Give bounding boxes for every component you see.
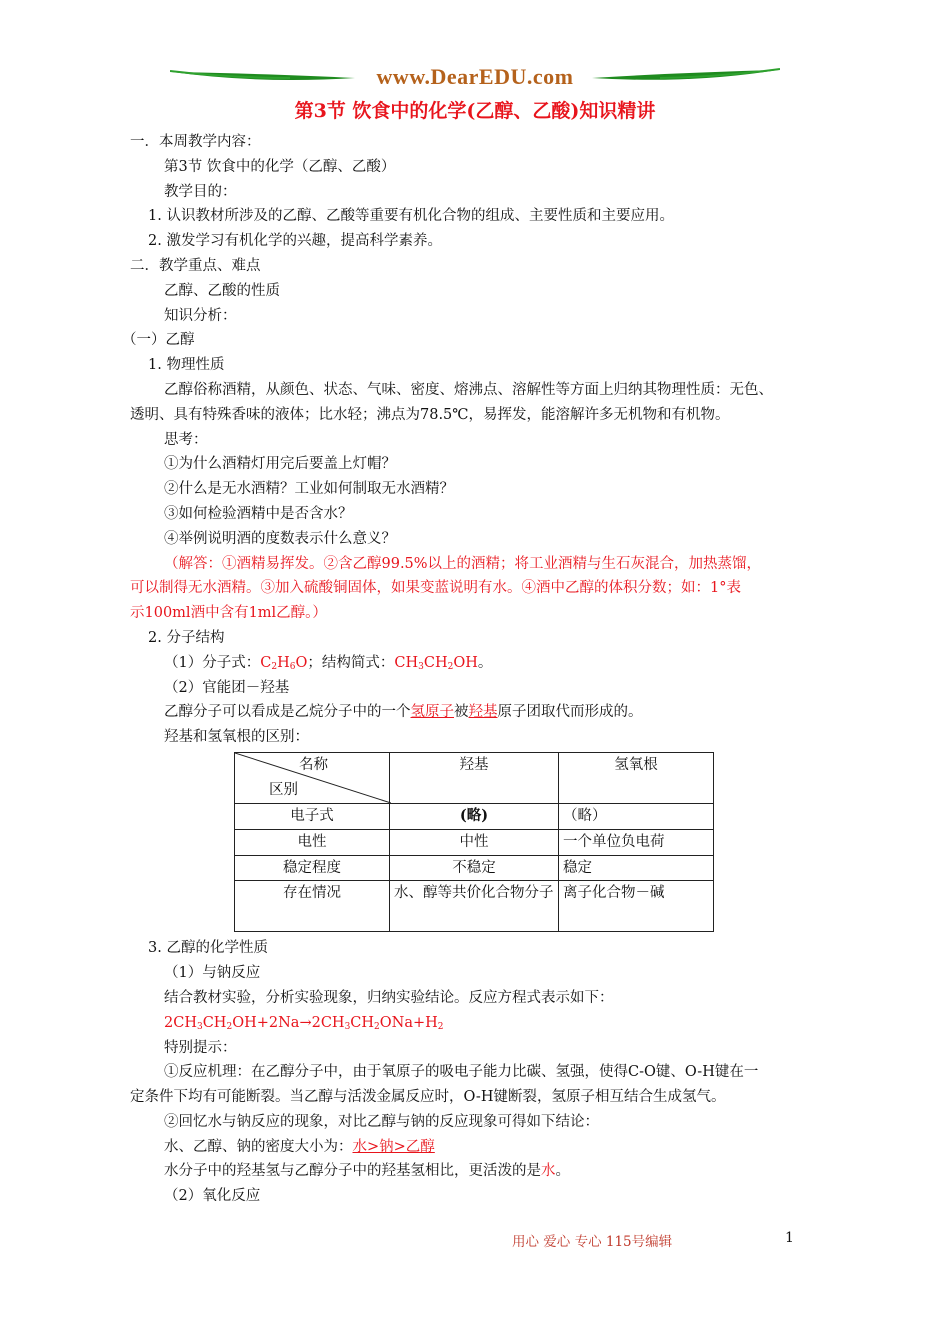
table-cell: 稳定程度 xyxy=(235,855,390,881)
ethanol-heading: （一）乙醇 xyxy=(122,332,195,349)
difference-label: 羟基和氢氧根的区别： xyxy=(164,729,309,746)
table-cell: 电子式 xyxy=(235,803,390,829)
recall-line: ②回忆水与钠反应的现象，对比乙醇与钠的反应现象可得如下结论： xyxy=(164,1113,599,1130)
activity-line: 水分子中的羟基氢与乙醇分子中的羟基氢相比，更活泼的是水。 xyxy=(164,1163,570,1180)
goal-item: 1. 认识教材所涉及的乙醇、乙酸等重要有机化合物的组成、主要性质和主要应用。 xyxy=(148,208,674,225)
table-cell: 水、醇等共价化合物分子 xyxy=(390,881,559,932)
mechanism-line: 定条件下均有可能断裂。当乙醇与活泼金属反应时，O-H键断裂，氢原子相互结合生成氢气。 xyxy=(130,1089,726,1106)
molecular-formula-line: （1）分子式：$C_2H_6O$；结构简式：$CH_3CH_2OH$。 xyxy=(164,654,493,672)
question-item: ③如何检验酒精中是否含水？ xyxy=(164,505,353,522)
table-row xyxy=(235,829,714,855)
table-cell: 电性 xyxy=(235,829,390,855)
section-heading-1: 一．本周教学内容： xyxy=(130,134,261,150)
section-heading-2: 二．教学重点、难点 xyxy=(130,257,261,274)
table-row xyxy=(235,855,714,881)
table-cell: 一个单位负电荷 xyxy=(559,829,714,855)
comparison-table xyxy=(234,752,714,932)
analysis-label: 知识分析： xyxy=(164,307,237,324)
table-corner-cell xyxy=(235,752,390,803)
corner-name: 名称 xyxy=(299,756,328,773)
table-header-cell: 氢氧根 xyxy=(559,752,714,803)
question-item: ②什么是无水酒精？工业如何制取无水酒精？ xyxy=(164,481,454,498)
answer-hydrogen-atom: 氢原子 xyxy=(410,704,454,721)
answer-line: （解答：①酒精易挥发。②含乙醇99.5%以上的酒精；将工业酒精与生石灰混合，加热蒸馏， xyxy=(164,555,762,572)
tip-label: 特别提示： xyxy=(164,1039,237,1056)
oxidation-heading: （2）氧化反应 xyxy=(164,1188,261,1205)
reaction-arrow: → xyxy=(299,1014,312,1031)
think-label: 思考： xyxy=(164,431,208,448)
physical-text-line: 透明、具有特殊香味的液体；比水轻；沸点为78.5℃，易挥发，能溶解许多无机物和有机物。 xyxy=(130,406,730,423)
table-header-row xyxy=(235,752,714,803)
table-cell: 不稳定 xyxy=(390,855,559,881)
sodium-reaction-intro: 结合教材实验，分析实验现象，归纳实验结论。反应方程式表示如下： xyxy=(164,989,614,1006)
functional-group-heading: （2）官能团－羟基 xyxy=(164,679,290,696)
structural-formula: $CH_3CH_2OH$ xyxy=(394,654,478,672)
density-answer: 水>钠>乙醇 xyxy=(352,1138,435,1155)
page-number: 1 xyxy=(785,1230,794,1246)
structure-heading: 2. 分子结构 xyxy=(148,629,225,646)
footer-text: 用心 爱心 专心 115号编辑 xyxy=(512,1234,673,1250)
corner-difference: 区别 xyxy=(269,781,298,798)
table-cell: 稳定 xyxy=(559,855,714,881)
table-cell: 存在情况 xyxy=(235,881,390,932)
answer-hydroxyl: 羟基 xyxy=(468,704,498,721)
table-cell: （略） xyxy=(559,803,714,829)
document-title: 第3节 饮食中的化学(乙醇、乙酸)知识精讲 xyxy=(294,100,656,122)
goal-label: 教学目的： xyxy=(164,183,237,200)
table-header-cell: 羟基 xyxy=(390,752,559,803)
activity-answer: 水 xyxy=(541,1163,556,1180)
goal-item: 2. 激发学习有机化学的兴趣，提高科学素养。 xyxy=(148,233,442,250)
table-cell: (略) xyxy=(390,803,559,829)
sodium-reaction-heading: （1）与钠反应 xyxy=(164,965,261,982)
reaction-equation: $2CH_3CH_2OH+2Na\to 2CH_3CH_2ONa+H_2$ xyxy=(164,1014,444,1032)
table-row xyxy=(235,803,714,829)
chemical-properties-heading: 3. 乙醇的化学性质 xyxy=(148,940,268,957)
table-row xyxy=(235,881,714,932)
site-name[interactable]: www.DearEDU.com xyxy=(376,64,574,89)
section-name: 第3节 饮食中的化学（乙醇、乙酸） xyxy=(164,158,396,175)
density-line: 水、乙醇、钠的密度大小为：水>钠>乙醇 xyxy=(164,1138,435,1155)
table-cell: 离子化合物－碱 xyxy=(559,881,714,932)
mechanism-line: ①反应机理：在乙醇分子中，由于氧原子的吸电子能力比碳、氢强，使得C-O键、O-H键在一 xyxy=(164,1064,759,1081)
answer-line: 示100ml酒中含有1ml乙醇。） xyxy=(130,605,327,622)
physical-heading: 1. 物理性质 xyxy=(148,357,225,374)
substitution-sentence: 乙醇分子可以看成是乙烷分子中的一个氢原子被羟基原子团取代而形成的。 xyxy=(164,704,643,721)
formula-label: （1）分子式： xyxy=(164,654,261,671)
answer-line: 可以制得无水酒精。③加入硫酸铜固体，如果变蓝说明有水。④酒中乙醇的体积分数；如：1°表 xyxy=(130,580,741,597)
question-item: ①为什么酒精灯用完后要盖上灯帽？ xyxy=(164,456,396,473)
document-body xyxy=(122,130,830,1209)
table-cell: 中性 xyxy=(390,829,559,855)
physical-text-line: 乙醇俗称酒精，从颜色、状态、气味、密度、熔沸点、溶解性等方面上归纳其物理性质：无色、 xyxy=(164,381,773,398)
question-item: ④举例说明酒的度数表示什么意义？ xyxy=(164,530,396,547)
molecular-formula: $C_2H_6O$ xyxy=(260,654,308,672)
focus-content: 乙醇、乙酸的性质 xyxy=(164,282,280,299)
